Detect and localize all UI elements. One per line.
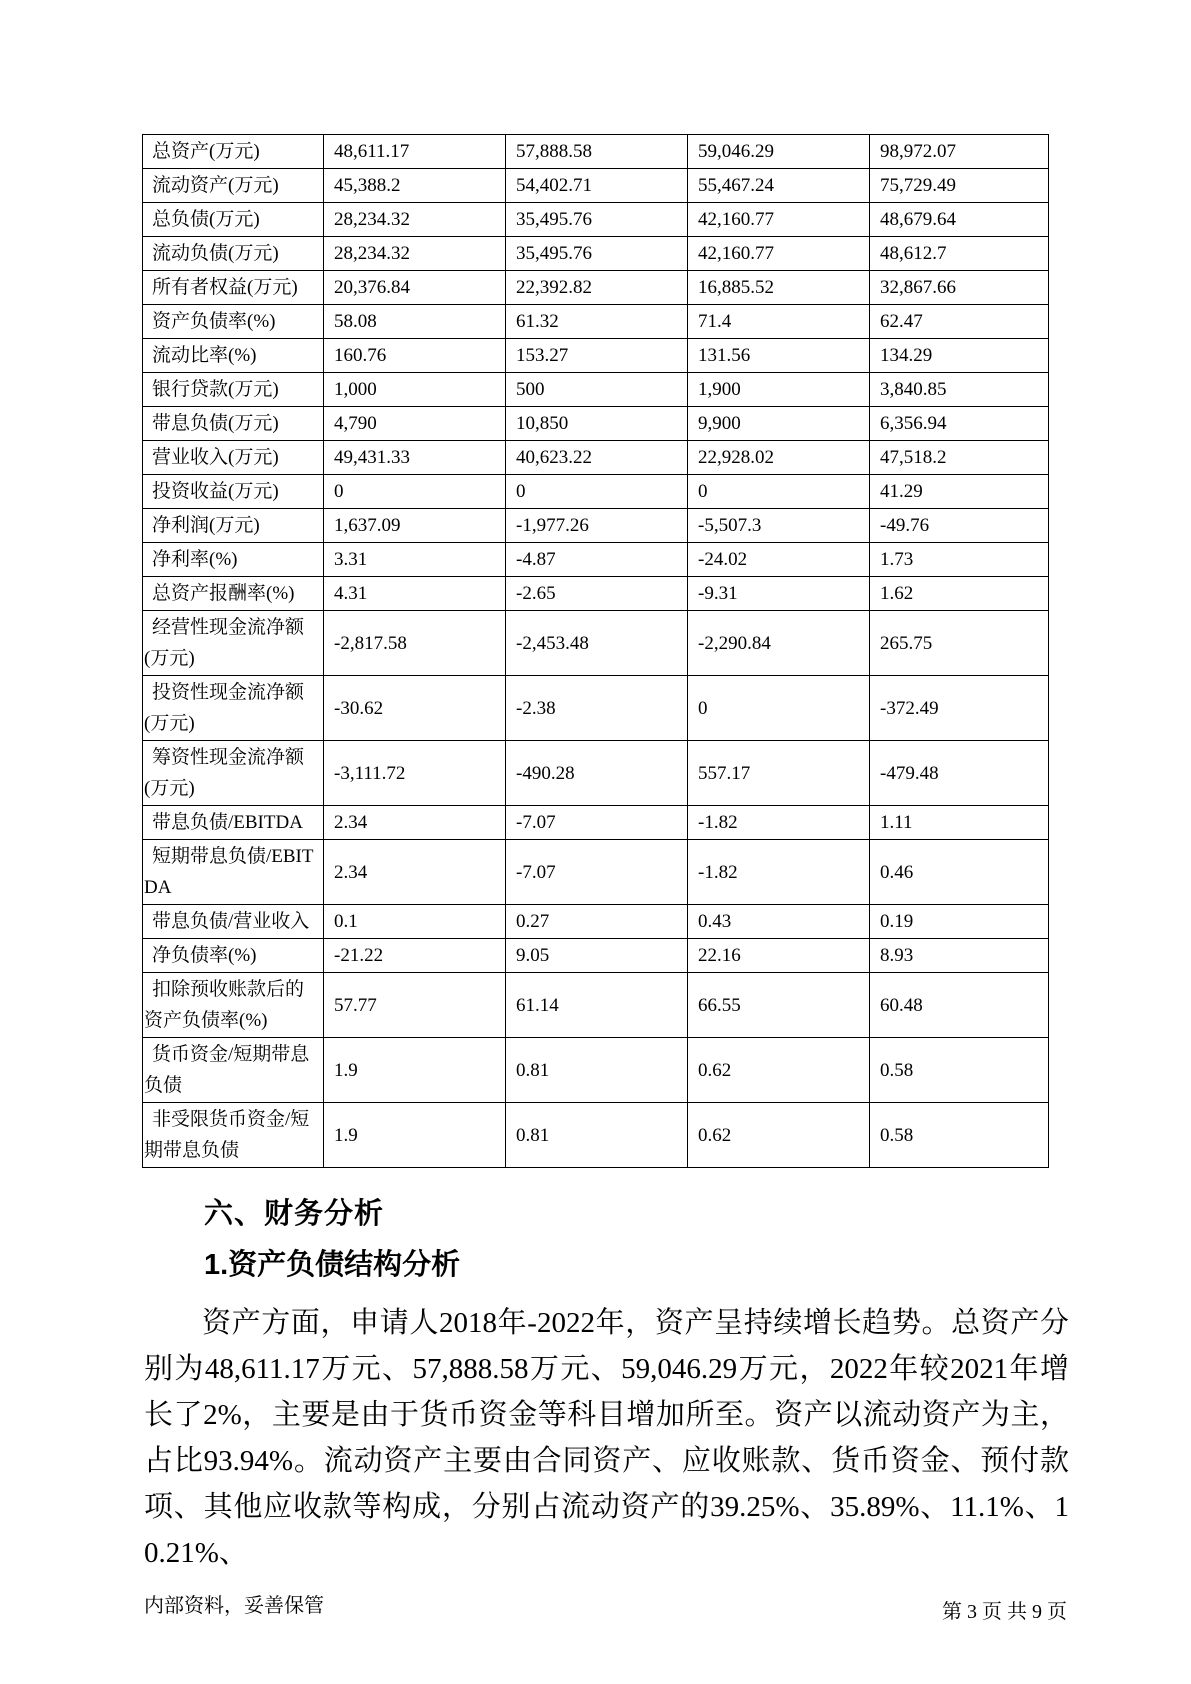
metric-label: 非受限货币资金/短期带息负债 [143, 1103, 324, 1168]
metric-value: 0 [324, 475, 506, 509]
metric-value: 42,160.77 [688, 203, 870, 237]
metric-value: 98,972.07 [870, 135, 1049, 169]
metric-value: -1,977.26 [506, 509, 688, 543]
metric-value: -372.49 [870, 676, 1049, 741]
table-row [143, 1103, 1049, 1168]
metric-value: 0.46 [870, 840, 1049, 905]
metric-value: 2.34 [324, 806, 506, 840]
metric-value: 32,867.66 [870, 271, 1049, 305]
table-row [143, 741, 1049, 806]
metric-value: 60.48 [870, 973, 1049, 1038]
metric-value: -2,453.48 [506, 611, 688, 676]
table-row [143, 611, 1049, 676]
metric-value: 1.9 [324, 1103, 506, 1168]
metric-value: 61.32 [506, 305, 688, 339]
metric-value: 66.55 [688, 973, 870, 1038]
metric-value: 48,612.7 [870, 237, 1049, 271]
table-row [143, 973, 1049, 1038]
metric-label: 总资产(万元) [143, 135, 324, 169]
metric-value: 4,790 [324, 407, 506, 441]
metric-value: 131.56 [688, 339, 870, 373]
table-row [143, 577, 1049, 611]
metric-label: 银行贷款(万元) [143, 373, 324, 407]
metric-label: 带息负债(万元) [143, 407, 324, 441]
metric-value: -2.65 [506, 577, 688, 611]
section-heading: 六、财务分析 [204, 1198, 385, 1230]
metric-value: 1,000 [324, 373, 506, 407]
metric-value: 35,495.76 [506, 203, 688, 237]
metric-value: 10,850 [506, 407, 688, 441]
metric-value: -479.48 [870, 741, 1049, 806]
metric-value: 22,392.82 [506, 271, 688, 305]
metric-value: -30.62 [324, 676, 506, 741]
analysis-paragraph: 资产方面，申请人2018年-2022年，资产呈持续增长趋势。总资产分别为48,611.17万元、57,888.58万元、59,046.29万元，2022年较2021年增长了2%，主要是由于货币资金等科目增加所至。资产以流动资产为主，占比93.94%。流动资产主要由合同资产、应收账款、货币资金、预付款项、其他应收款等构成，分别占流动资产的39.25%、35.89%、11.1%、10.21%、 [144, 1307, 1069, 1569]
table-row [143, 840, 1049, 905]
metric-value: 0.1 [324, 905, 506, 939]
metric-value: 41.29 [870, 475, 1049, 509]
metric-value: 35,495.76 [506, 237, 688, 271]
metric-value: 4.31 [324, 577, 506, 611]
metric-value: 0 [506, 475, 688, 509]
metric-value: 40,623.22 [506, 441, 688, 475]
subsection-heading: 1.资产负债结构分析 [204, 1249, 461, 1281]
metric-value: 0.27 [506, 905, 688, 939]
table-row [143, 676, 1049, 741]
metric-value: 0.81 [506, 1038, 688, 1103]
metric-value: 1.11 [870, 806, 1049, 840]
table-row [143, 509, 1049, 543]
metric-value: -1.82 [688, 806, 870, 840]
metric-value: 1.73 [870, 543, 1049, 577]
metric-value: 57,888.58 [506, 135, 688, 169]
metric-value: 0.43 [688, 905, 870, 939]
metric-label: 营业收入(万元) [143, 441, 324, 475]
metric-label: 投资收益(万元) [143, 475, 324, 509]
metric-value: 49,431.33 [324, 441, 506, 475]
metric-value: 42,160.77 [688, 237, 870, 271]
metric-value: 1,900 [688, 373, 870, 407]
metric-value: 1,637.09 [324, 509, 506, 543]
metric-label: 流动资产(万元) [143, 169, 324, 203]
metric-value: 6,356.94 [870, 407, 1049, 441]
table-row [143, 1038, 1049, 1103]
metric-value: 9.05 [506, 939, 688, 973]
metric-label: 总资产报酬率(%) [143, 577, 324, 611]
metric-value: 28,234.32 [324, 237, 506, 271]
table-row [143, 169, 1049, 203]
table-row [143, 905, 1049, 939]
metric-value: 54,402.71 [506, 169, 688, 203]
metric-value: 1.9 [324, 1038, 506, 1103]
metric-label: 短期带息负债/EBITDA [143, 840, 324, 905]
metric-label: 货币资金/短期带息负债 [143, 1038, 324, 1103]
metric-value: 0.58 [870, 1038, 1049, 1103]
metric-value: 153.27 [506, 339, 688, 373]
metric-value: 0.19 [870, 905, 1049, 939]
metric-label: 带息负债/营业收入 [143, 905, 324, 939]
table-row [143, 373, 1049, 407]
metric-value: -49.76 [870, 509, 1049, 543]
metric-value: 0.62 [688, 1103, 870, 1168]
table-row [143, 407, 1049, 441]
metric-value: 22.16 [688, 939, 870, 973]
metric-label: 净利润(万元) [143, 509, 324, 543]
metric-label: 投资性现金流净额(万元) [143, 676, 324, 741]
metric-value: 61.14 [506, 973, 688, 1038]
metric-value: 0 [688, 475, 870, 509]
metric-value: 8.93 [870, 939, 1049, 973]
metric-label: 扣除预收账款后的资产负债率(%) [143, 973, 324, 1038]
metric-value: 0.81 [506, 1103, 688, 1168]
metric-value: 265.75 [870, 611, 1049, 676]
metric-value: 55,467.24 [688, 169, 870, 203]
metric-value: 75,729.49 [870, 169, 1049, 203]
metric-label: 流动比率(%) [143, 339, 324, 373]
metric-value: -21.22 [324, 939, 506, 973]
metric-value: -1.82 [688, 840, 870, 905]
table-row [143, 305, 1049, 339]
table-row [143, 475, 1049, 509]
metric-value: -3,111.72 [324, 741, 506, 806]
financial-metrics-table [142, 134, 1049, 1168]
metric-label: 筹资性现金流净额(万元) [143, 741, 324, 806]
metric-label: 带息负债/EBITDA [143, 806, 324, 840]
metric-value: 20,376.84 [324, 271, 506, 305]
metric-label: 净利率(%) [143, 543, 324, 577]
metric-value: 62.47 [870, 305, 1049, 339]
metric-value: -4.87 [506, 543, 688, 577]
table-row [143, 543, 1049, 577]
metric-value: 1.62 [870, 577, 1049, 611]
metric-value: 47,518.2 [870, 441, 1049, 475]
metric-value: 16,885.52 [688, 271, 870, 305]
table-row [143, 939, 1049, 973]
metric-value: 3.31 [324, 543, 506, 577]
metric-label: 所有者权益(万元) [143, 271, 324, 305]
table-row [143, 339, 1049, 373]
table-row [143, 237, 1049, 271]
metric-value: -9.31 [688, 577, 870, 611]
metric-value: 557.17 [688, 741, 870, 806]
table-row [143, 203, 1049, 237]
metric-value: -24.02 [688, 543, 870, 577]
metric-value: 3,840.85 [870, 373, 1049, 407]
metric-label: 流动负债(万元) [143, 237, 324, 271]
metric-value: 0.58 [870, 1103, 1049, 1168]
metric-value: -490.28 [506, 741, 688, 806]
metric-value: -5,507.3 [688, 509, 870, 543]
metric-value: 57.77 [324, 973, 506, 1038]
footer-confidential-note: 内部资料，妥善保管 [144, 1595, 324, 1617]
metric-value: 0 [688, 676, 870, 741]
metric-label: 总负债(万元) [143, 203, 324, 237]
metric-value: 2.34 [324, 840, 506, 905]
metric-label: 净负债率(%) [143, 939, 324, 973]
metric-value: 0.62 [688, 1038, 870, 1103]
metric-value: 58.08 [324, 305, 506, 339]
table-row [143, 271, 1049, 305]
metric-value: -7.07 [506, 806, 688, 840]
table-row [143, 135, 1049, 169]
metric-value: 500 [506, 373, 688, 407]
metric-value: -2.38 [506, 676, 688, 741]
metric-value: 71.4 [688, 305, 870, 339]
metric-value: 45,388.2 [324, 169, 506, 203]
metric-value: 48,611.17 [324, 135, 506, 169]
metric-value: -2,290.84 [688, 611, 870, 676]
metric-value: -7.07 [506, 840, 688, 905]
metric-value: 28,234.32 [324, 203, 506, 237]
metric-value: 9,900 [688, 407, 870, 441]
metric-value: 160.76 [324, 339, 506, 373]
footer-page-number: 第 3 页 共 9 页 [942, 1601, 1067, 1623]
metric-value: 22,928.02 [688, 441, 870, 475]
metric-value: 59,046.29 [688, 135, 870, 169]
table-row [143, 806, 1049, 840]
metric-label: 经营性现金流净额(万元) [143, 611, 324, 676]
table-row [143, 441, 1049, 475]
metric-value: 134.29 [870, 339, 1049, 373]
metric-label: 资产负债率(%) [143, 305, 324, 339]
metric-value: 48,679.64 [870, 203, 1049, 237]
metric-value: -2,817.58 [324, 611, 506, 676]
